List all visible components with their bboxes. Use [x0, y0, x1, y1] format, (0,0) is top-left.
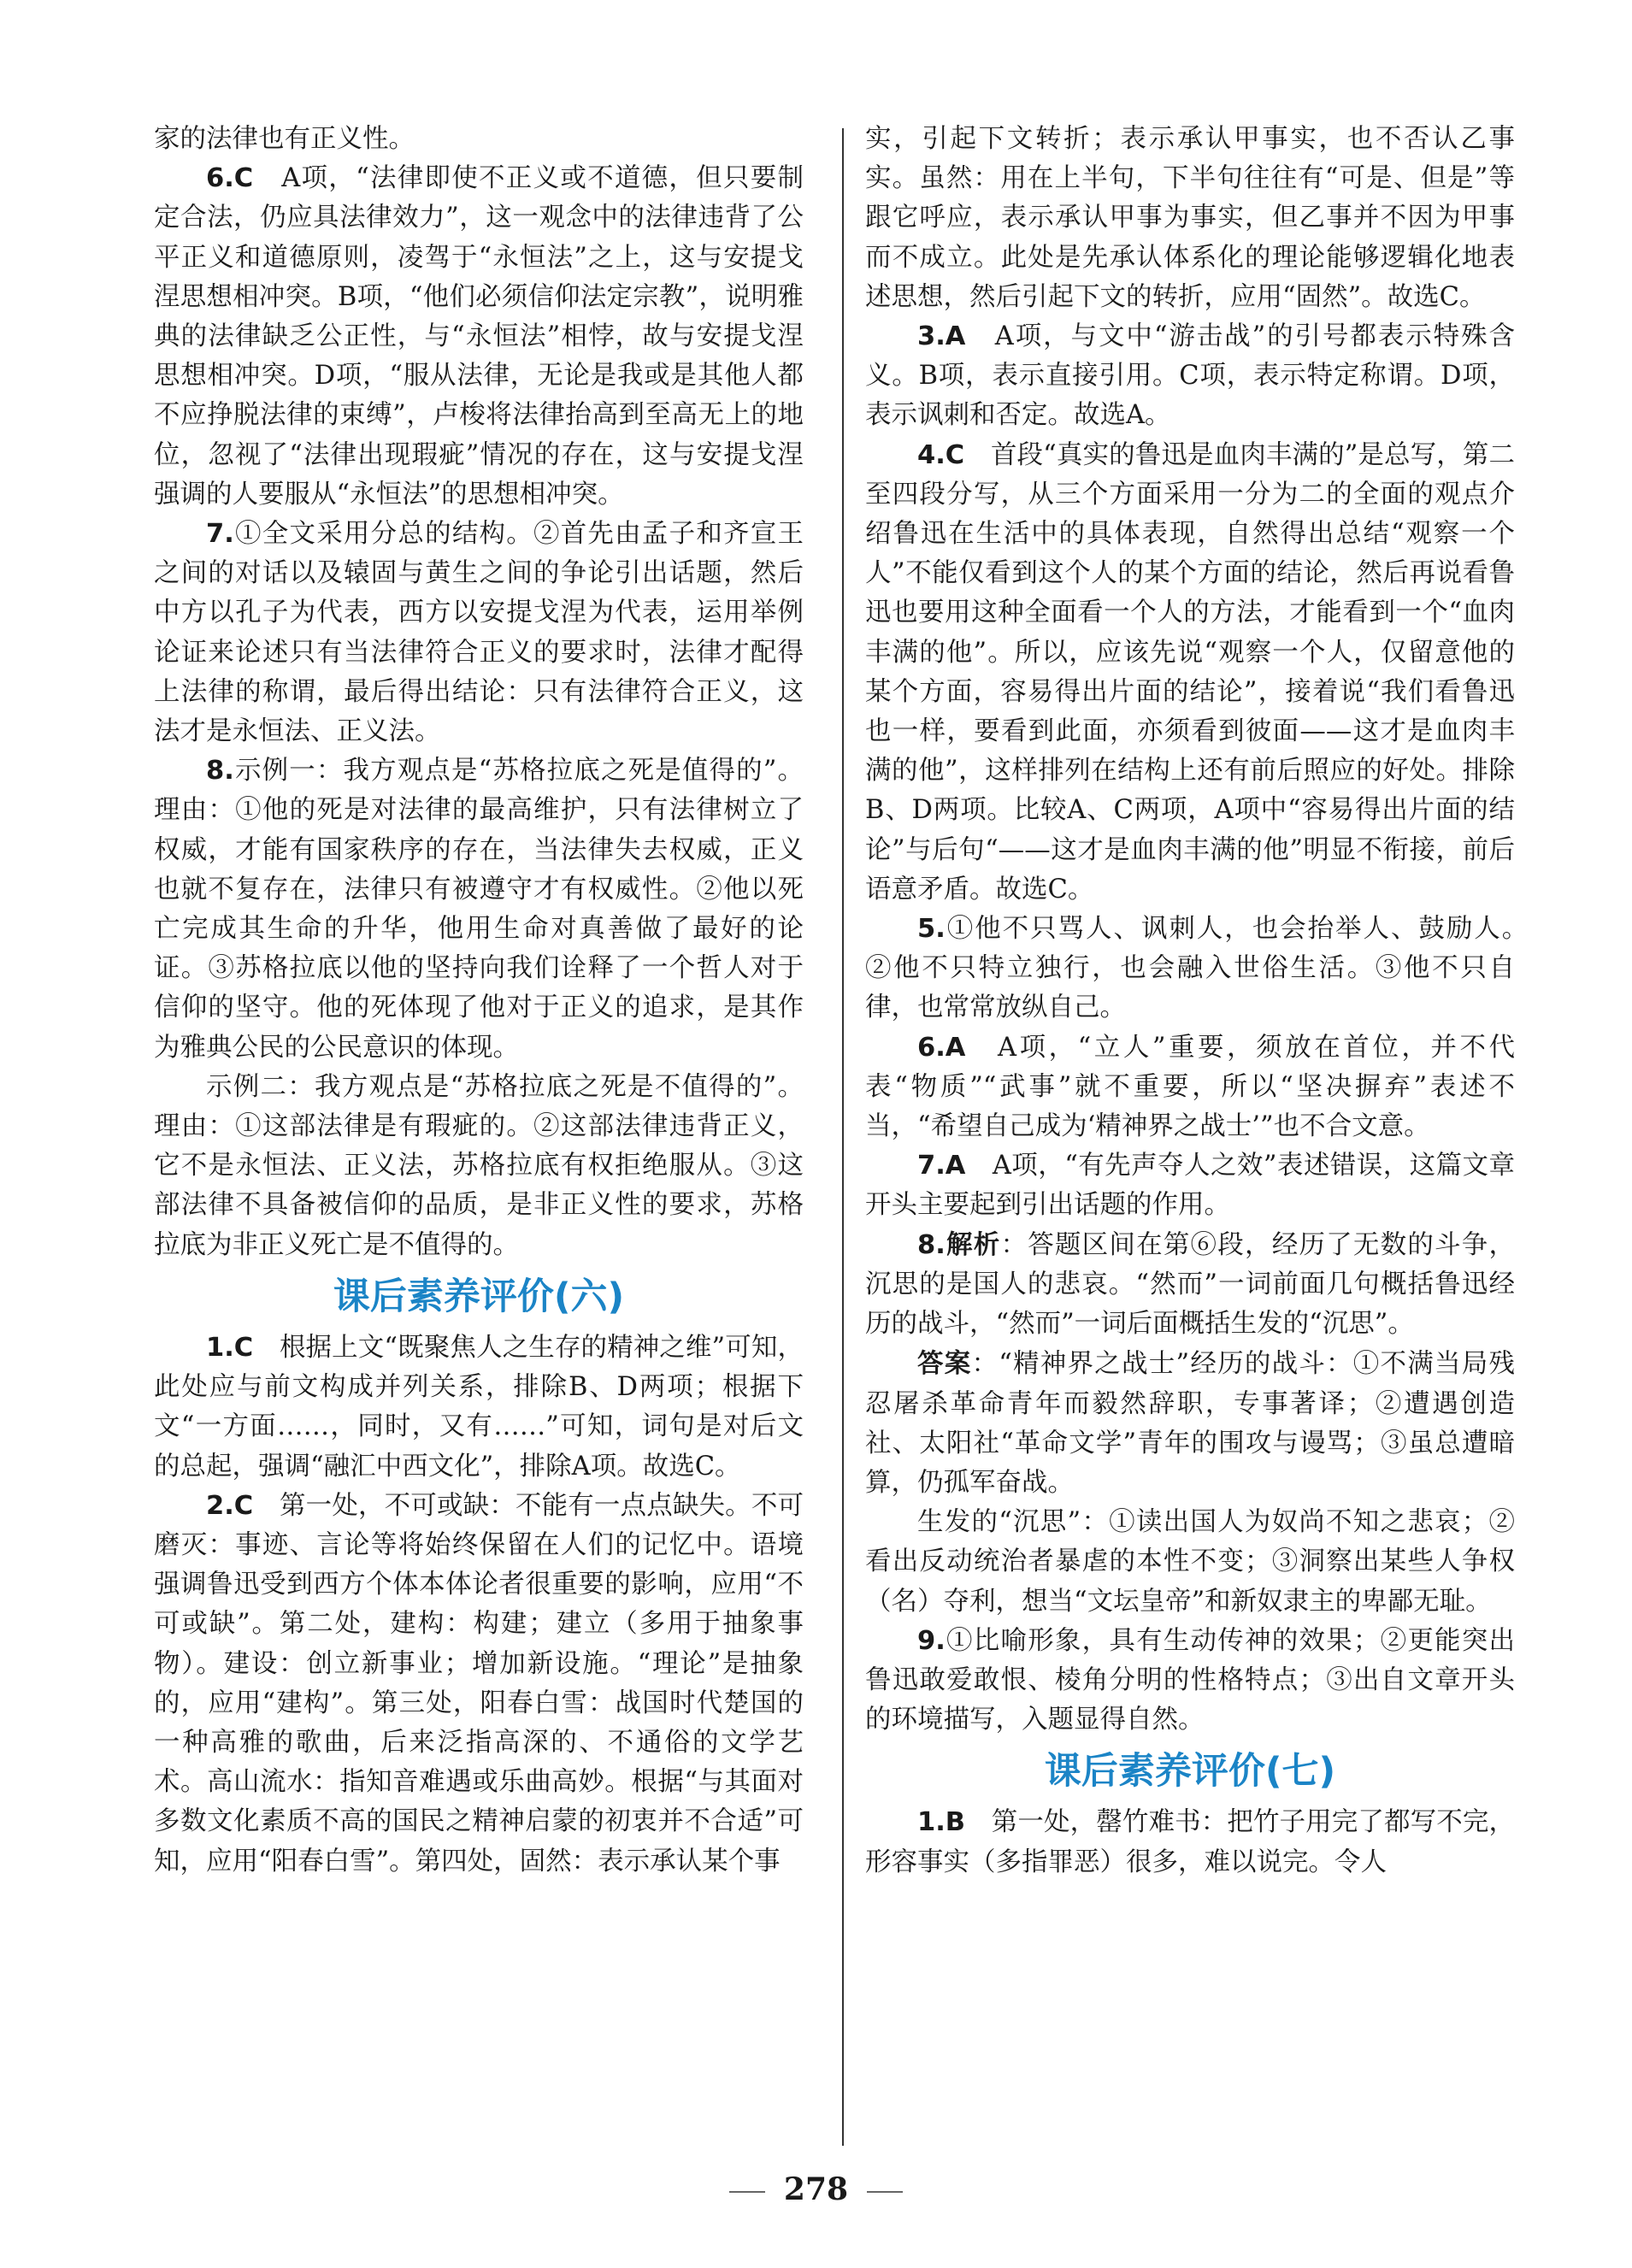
right-column: [865, 120, 1541, 1882]
answer-1: [154, 1328, 804, 1487]
question-number: 2.C: [206, 1490, 254, 1521]
question-number: 8.解析: [917, 1229, 1001, 1260]
answer-7: [865, 1146, 1515, 1225]
answer-label: 答案: [917, 1348, 972, 1380]
question-number: 7.A: [917, 1151, 966, 1181]
left-column: [154, 120, 804, 1882]
column-divider: [842, 128, 844, 2146]
answer-text: A项，“有先声夺人之效”表述错误，这篇文章开头主要起到引出话题的作用。: [865, 1151, 1515, 1221]
answer-text: ①他不只骂人、讽刺人，也会抬举人、鼓励人。 ②他不只特立独行，也会融入世俗生活。③他不只自律，也常常放纵自己。: [865, 914, 1541, 1023]
answer-2: [154, 1487, 804, 1882]
answer-3: [865, 317, 1515, 436]
page-number: 278: [783, 2171, 849, 2207]
answer-text: A项，“立人”重要，须放在首位，并不代表“物质”“武事”就不重要，所以“坚决摒弃”表述不当，“希望自己成为‘精神界之战士’”也不合文意。: [865, 1032, 1515, 1142]
answer-text: ①全文采用分总的结构。②首先由孟子和齐宣王之间的对话以及辕固与黄生之间的争论引出话题，然后中方以孔子为代表，西方以安提戈涅为代表，运用举例论证来论述只有当法律符合正义的要求时，法律才配得上法律的称谓，最后得出结论：只有法律符合正义，这法才是永恒法、正义法。: [154, 519, 804, 747]
answer-text: ①比喻形象，具有生动传神的效果；②更能突出鲁迅敢爱敢恨、棱角分明的性格特点；③出自文章开头的环境描写，入题显得自然。: [865, 1625, 1515, 1735]
section-title: 课后素养评价(七): [1044, 1750, 1336, 1794]
answer-1: [865, 1803, 1515, 1882]
page-footer: [0, 2171, 1632, 2207]
answer-8-example-2: 示例二：我方观点是“苏格拉底之死是不值得的”。理由：①这部法律是有瑕疵的。②这部法律违背正义，它不是永恒法、正义法，苏格拉底有权拒绝服从。③这部法律不具备被信仰的品质，是非正义性的要求，苏格拉底为非正义死亡是不值得的。: [154, 1071, 804, 1260]
answer-6: [154, 159, 804, 515]
question-number: 1.C: [206, 1332, 254, 1363]
paragraph: 家的法律也有正义性。: [154, 124, 415, 154]
question-number: 9.: [917, 1625, 946, 1656]
answer-8-answer: [865, 1344, 1515, 1503]
answer-text: 首段“真实的鲁迅是血肉丰满的”是总写，第二至四段分写，从三个方面采用一分为二的全面的观点介绍鲁迅在生活中的具体表现，自然得出总结“观察一个人”不能仅看到这个人的某个方面的结论，然后再说看鲁迅也要用这种全面看一个人的方法，才能看到一个“血肉丰满的他”。所以，应该先说“观察一个人，仅留意他的某个方面，容易得出片面的结论”，接着说“我们看鲁迅也一样，要看到此面，亦须看到彼面——这才是血肉丰满的他”，这样排列在结构上还有前后照应的好处。排除B、D两项。比较A、C两项，A项中“容易得出片面的结论”与后句“——这才是血肉丰满的他”明显不衔接，前后语意矛盾。故选C。: [865, 439, 1515, 904]
answer-text: 第一处，不可或缺：不能有一点点缺失。不可磨灭：事迹、言论等将始终保留在人们的记忆中。语境强调鲁迅受到西方个体本体论者很重要的影响，应用“不可或缺”。第二处，建构：构建；建立（多用于抽象事物）。建设：创立新事业；增加新设施。“理论”是抽象的，应用“建构”。第三处，阳春白雪：战国时代楚国的一种高雅的歌曲，后来泛指高深的、不通俗的文学艺术。高山流水：指知音难遇或乐曲高妙。根据“与其面对多数文化素质不高的国民之精神启蒙的初衷并不合适”可知，应用“阳春白雪”。第四处，固然：表示承认某个事: [154, 1490, 804, 1876]
answer-8-answer-2: 生发的“沉思”：①读出国人为奴尚不知之悲哀；②看出反动统治者暴虐的本性不变；③洞察出某些人争权（名）夺利，想当“文坛皇帝”和新奴隶主的卑鄙无耻。: [865, 1507, 1515, 1617]
answer-9: [865, 1622, 1515, 1741]
answer-text: 根据上文“既聚焦人之生存的精神之维”可知，此处应与前文构成并列关系，排除B、D两项；根据下文“一方面……，同时，又有……”可知，词句是对后文的总起，强调“融汇中西文化”，排除A项。故选C。: [154, 1332, 804, 1482]
section-title: 课后素养评价(六): [333, 1275, 625, 1318]
answer-text: ：“精神界之战士”经历的战斗：①不满当局残忍屠杀革命青年而毅然辞职，专事著译；②遭遇创造社、太阳社“革命文学”青年的围攻与谩骂；③虽总遭暗算，仍孤军奋战。: [865, 1349, 1515, 1498]
question-number: 4.C: [917, 439, 965, 470]
question-number: 6.C: [206, 163, 254, 194]
answer-6: [865, 1028, 1515, 1147]
answer-4: [865, 436, 1515, 910]
answer-5: [865, 910, 1541, 1028]
answer-8-analysis: [865, 1226, 1515, 1345]
question-number: 6.A: [917, 1032, 966, 1063]
question-number: 3.A: [917, 321, 966, 352]
question-number: 7.: [206, 519, 234, 550]
answer-text: A项，“法律即使不正义或不道德，但只要制定合法，仍应具法律效力”，这一观念中的法律违背了公平正义和道德原则，凌驾于“永恒法”之上，这与安提戈涅思想相冲突。B项，“他们必须信仰法定宗教”，说明雅典的法律缺乏公正性，与“永恒法”相悖，故与安提戈涅思想相冲突。D项，“服从法律，无论是我或是其他人都不应挣脱法律的束缚”，卢梭将法律抬高到至高无上的地位，忽视了“法律出现瑕疵”情况的存在，这与安提戈涅强调的人要服从“永恒法”的思想相冲突。: [154, 163, 804, 510]
question-number: 1.B: [917, 1807, 966, 1838]
answer-8: [154, 751, 804, 1068]
question-number: 5.: [917, 914, 946, 945]
answer-text: 示例一：我方观点是“苏格拉底之死是值得的”。理由：①他的死是对法律的最高维护，只有法律树立了权威，才能有国家秩序的存在，当法律失去权威，正义也就不复存在，法律只有被遵守才有权威性。②他以死亡完成其生命的升华，他用生命对真善做了最好的论证。③苏格拉底以他的坚持向我们诠释了一个哲人对于信仰的坚守。他的死体现了他对于正义的追求，是其作为雅典公民的公民意识的体现。: [154, 756, 804, 1063]
answer-text: A项，与文中“游击战”的引号都表示特殊含义。B项，表示直接引用。C项，表示特定称谓。D项，表示讽刺和否定。故选A。: [865, 321, 1515, 431]
footer-dash: [867, 2191, 903, 2193]
answer-text: ：答题区间在第⑥段，经历了无数的斗争，沉思的是国人的悲哀。“然而”一词前面几句概括鲁迅经历的战斗，“然而”一词后面概括生发的“沉思”。: [865, 1229, 1516, 1340]
paragraph: 实，引起下文转折；表示承认甲事实，也不否认乙事实。虽然：用在上半句，下半句往往有“可是、但是”等跟它呼应，表示承认甲事为事实，但乙事并不因为甲事而不成立。此处是先承认体系化的理论能够逻辑化地表述思想，然后引起下文的转折，应用“固然”。故选C。: [865, 124, 1515, 312]
question-number: 8.: [206, 756, 234, 786]
answer-text: 第一处，罄竹难书：把竹子用完了都写不完，形容事实（多指罪恶）很多，难以说完。令人: [865, 1807, 1515, 1877]
footer-dash: [729, 2191, 765, 2193]
answer-7: [154, 515, 804, 751]
